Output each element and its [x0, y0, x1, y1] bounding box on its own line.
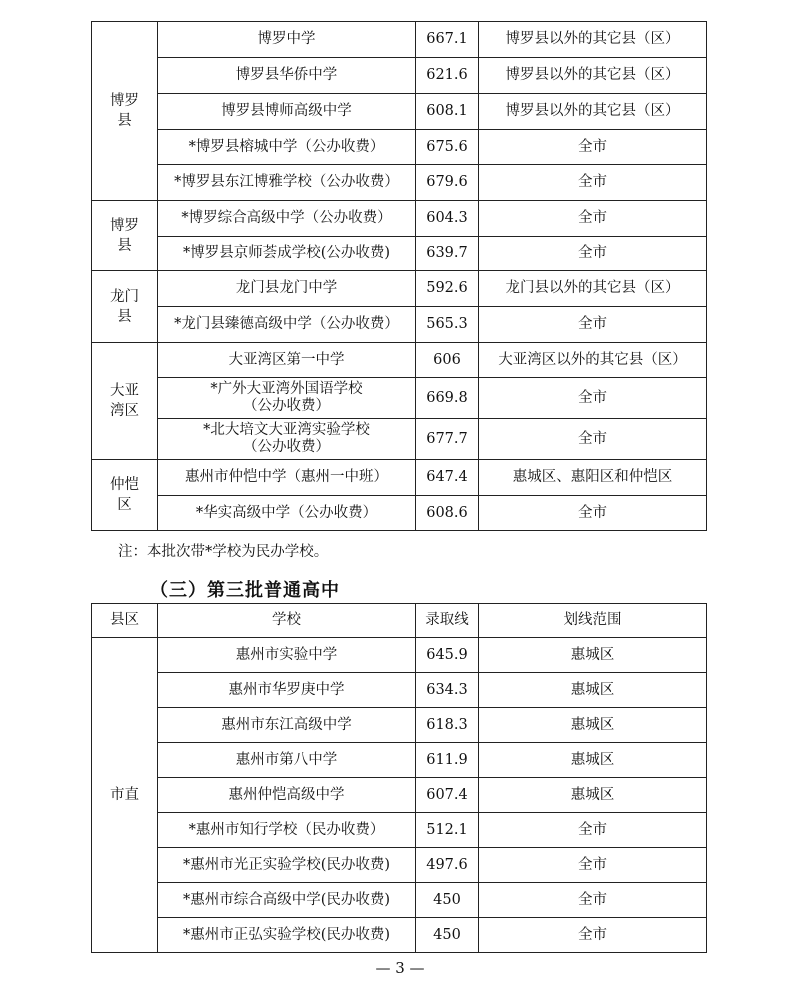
header-range: 划线范围: [479, 604, 707, 638]
table-row: [92, 165, 707, 201]
school-cell: 惠州市第八中学: [158, 743, 416, 778]
score-cell: 592.6: [416, 271, 479, 307]
school-cell: [158, 419, 416, 460]
school-name: *北大培文大亚湾实验学校: [203, 422, 370, 438]
school-cell: [158, 130, 416, 165]
range-cell: 全市: [479, 918, 707, 953]
score-cell: 611.9: [416, 743, 479, 778]
table-row: [92, 271, 707, 307]
range-cell: 全市: [479, 813, 707, 848]
table-row: [92, 201, 707, 237]
school-name: 龙门县龙门中学: [235, 280, 338, 296]
school-cell: [158, 496, 416, 531]
score-cell: 639.7: [416, 237, 479, 271]
range-cell: 惠城区: [479, 638, 707, 673]
school-name: *广外大亚湾外国语学校: [210, 381, 363, 397]
school-name: 博罗中学: [257, 31, 316, 47]
school-cell: *惠州市知行学校（民办收费）: [158, 813, 416, 848]
range-cell: 全市: [479, 307, 707, 343]
range-cell: 博罗县以外的其它县（区）: [479, 58, 707, 94]
score-cell: 621.6: [416, 58, 479, 94]
school-cell: *惠州市光正实验学校(民办收费): [158, 848, 416, 883]
score-cell: 608.1: [416, 94, 479, 130]
school-name: *博罗县榕城中学（公办收费）: [188, 138, 385, 155]
score-cell: 634.3: [416, 673, 479, 708]
score-cell: 675.6: [416, 130, 479, 165]
range-cell: 全市: [479, 165, 707, 201]
table-row: [92, 419, 707, 460]
range-cell: 惠城区: [479, 743, 707, 778]
school-name: *华实高级中学（公办收费）: [195, 504, 378, 521]
district-cell: 博罗县: [92, 201, 158, 271]
score-cell: 679.6: [416, 165, 479, 201]
school-name: 惠州市仲恺中学（惠州一中班）: [185, 469, 388, 485]
school-fee-note: （公办收费）: [243, 439, 330, 455]
range-cell: 全市: [479, 496, 707, 531]
table-row: [92, 883, 707, 918]
table-row: [92, 708, 707, 743]
admission-table-body: [92, 22, 707, 531]
table-row: [92, 918, 707, 953]
school-cell: [158, 165, 416, 201]
school-cell: 惠州仲恺高级中学: [158, 778, 416, 813]
score-cell: 606: [416, 343, 479, 378]
school-cell: 惠州市实验中学: [158, 638, 416, 673]
score-cell: 669.8: [416, 378, 479, 419]
header-score: 录取线: [416, 604, 479, 638]
score-cell: 512.1: [416, 813, 479, 848]
table-row: [92, 130, 707, 165]
score-cell: 618.3: [416, 708, 479, 743]
score-cell: 645.9: [416, 638, 479, 673]
score-cell: 677.7: [416, 419, 479, 460]
table-row: [92, 460, 707, 496]
district-cell: 博罗县: [92, 22, 158, 201]
range-cell: 惠城区: [479, 708, 707, 743]
school-cell: *惠州市正弘实验学校(民办收费): [158, 918, 416, 953]
score-cell: 667.1: [416, 22, 479, 58]
school-cell: [158, 271, 416, 307]
school-name: *博罗县东江博雅学校（公办收费）: [174, 174, 399, 190]
school-cell: [158, 94, 416, 130]
table-row: [92, 638, 707, 673]
school-name: 博罗县博师高级中学: [221, 103, 352, 119]
school-name: 博罗县华侨中学: [235, 67, 338, 83]
table-row: [92, 343, 707, 378]
section-title: （三）第三批普通高中: [150, 580, 340, 601]
score-cell: 565.3: [416, 307, 479, 343]
school-cell: [158, 22, 416, 58]
table-note: 注：本批次带*学校为民办学校。: [118, 544, 329, 560]
score-cell: 450: [416, 918, 479, 953]
range-cell: 惠城区、惠阳区和仲恺区: [479, 460, 707, 496]
score-cell: 497.6: [416, 848, 479, 883]
range-cell: 全市: [479, 848, 707, 883]
district-cell: 仲恺区: [92, 460, 158, 531]
table-row: [92, 378, 707, 419]
range-cell: 全市: [479, 130, 707, 165]
score-cell: 608.6: [416, 496, 479, 531]
school-cell: 惠州市东江高级中学: [158, 708, 416, 743]
table-row: [92, 813, 707, 848]
range-cell: 龙门县以外的其它县（区）: [479, 271, 707, 307]
school-name: *博罗综合高级中学（公办收费）: [181, 210, 392, 226]
range-cell: 惠城区: [479, 673, 707, 708]
range-cell: 全市: [479, 419, 707, 460]
range-cell: 博罗县以外的其它县（区）: [479, 94, 707, 130]
school-cell: 惠州市华罗庚中学: [158, 673, 416, 708]
school-cell: [158, 378, 416, 419]
admission-table-batch2: [91, 21, 707, 531]
district-cell: 市直: [92, 638, 158, 953]
header-district: 县区: [92, 604, 158, 638]
school-cell: [158, 58, 416, 94]
range-cell: 大亚湾区以外的其它县（区）: [479, 343, 707, 378]
range-cell: 全市: [479, 883, 707, 918]
table-row: [92, 496, 707, 531]
table-row: [92, 673, 707, 708]
score-cell: 647.4: [416, 460, 479, 496]
range-cell: 博罗县以外的其它县（区）: [479, 22, 707, 58]
range-cell: 惠城区: [479, 778, 707, 813]
table-row: [92, 743, 707, 778]
school-cell: [158, 201, 416, 237]
school-cell: *惠州市综合高级中学(民办收费): [158, 883, 416, 918]
header-school: 学校: [158, 604, 416, 638]
table-row: [92, 778, 707, 813]
score-cell: 450: [416, 883, 479, 918]
school-cell: [158, 237, 416, 271]
school-cell: [158, 460, 416, 496]
school-name: *博罗县京师荟成学校(公办收费): [182, 245, 391, 261]
table-row: [92, 58, 707, 94]
score-cell: 604.3: [416, 201, 479, 237]
table-row: [92, 22, 707, 58]
table-row: [92, 237, 707, 271]
page-number: — 3 —: [375, 959, 425, 977]
school-fee-note: （公办收费）: [243, 398, 330, 414]
school-name: 大亚湾区第一中学: [228, 351, 345, 368]
district-cell: 大亚湾区: [92, 343, 158, 460]
range-cell: 全市: [479, 378, 707, 419]
table-header-row: [92, 604, 707, 638]
school-cell: [158, 343, 416, 378]
admission-table-body: [92, 638, 707, 953]
table-row: [92, 307, 707, 343]
score-cell: 607.4: [416, 778, 479, 813]
school-name: *龙门县臻德高级中学（公办收费）: [174, 316, 399, 332]
table-row: [92, 848, 707, 883]
range-cell: 全市: [479, 201, 707, 237]
table-row: [92, 94, 707, 130]
range-cell: 全市: [479, 237, 707, 271]
admission-table-batch3: [91, 603, 707, 953]
district-cell: 龙门县: [92, 271, 158, 343]
school-cell: [158, 307, 416, 343]
